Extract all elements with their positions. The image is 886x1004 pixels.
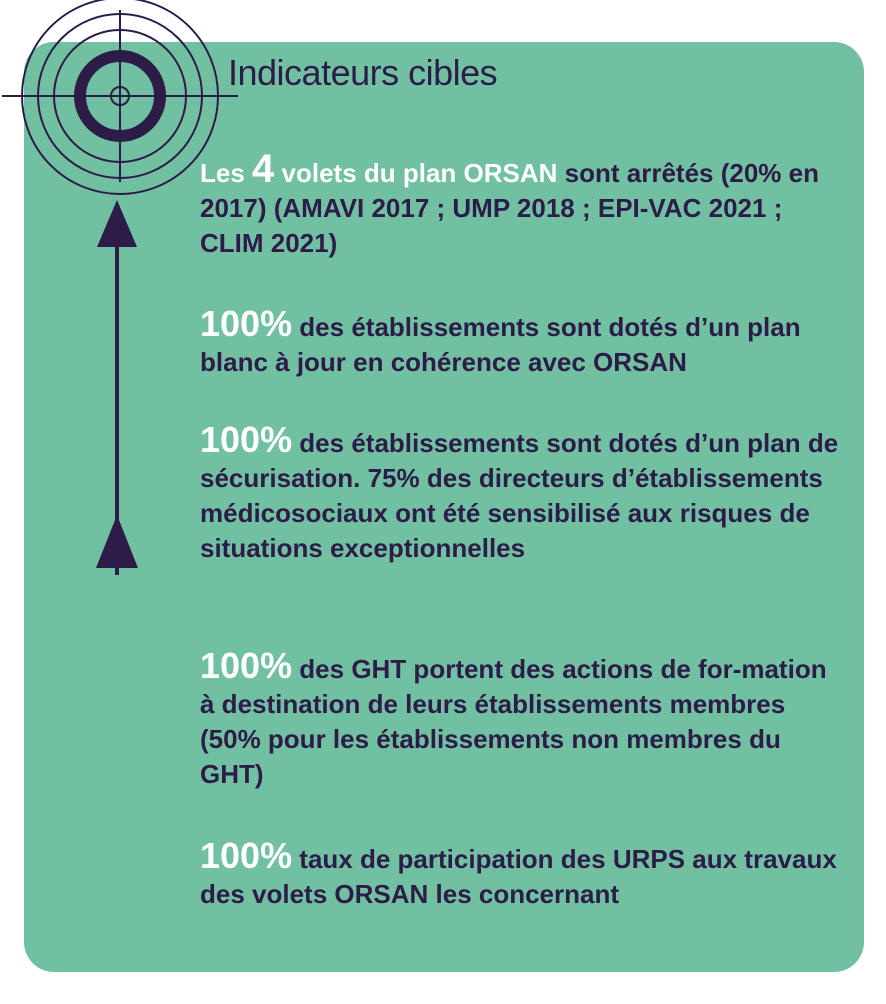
indicator-value: 100%	[200, 303, 293, 344]
indicator-urps	[200, 835, 840, 912]
page-title: Indicateurs cibles	[228, 52, 498, 93]
indicator-text: taux de participation des URPS aux travaux des volets ORSAN les concernant	[200, 844, 837, 909]
indicator-securisation	[200, 419, 840, 566]
indicator-volets	[200, 147, 840, 261]
indicator-value: 100%	[200, 645, 293, 686]
indicator-lead-a: Les	[200, 158, 253, 188]
indicator-value: 100%	[200, 835, 293, 876]
indicator-ght	[200, 645, 840, 792]
indicator-text: des établissements sont dotés d’un plan de sécurisation. 75% des directeurs d’établissements médicosociaux ont été sensibilisé aux risques de situations exceptionnelles	[200, 428, 839, 563]
indicator-value: 100%	[200, 419, 293, 460]
indicator-number: 4	[252, 147, 275, 191]
indicator-plan-blanc	[200, 303, 840, 380]
indicator-lead-b: volets du plan ORSAN	[274, 158, 558, 188]
indicator-text: sont arrêtés (20% en 2017) (AMAVI 2017 ; UMP 2018 ; EPI-VAC 2021 ; CLIM 2021)	[200, 158, 819, 258]
indicator-text: des GHT portent des actions de for-mation à destination de leurs établissements membres (50% pour les établissements non membres du GHT)	[200, 654, 827, 789]
indicator-text: des établissements sont dotés d’un plan blanc à jour en cohérence avec ORSAN	[200, 312, 801, 377]
